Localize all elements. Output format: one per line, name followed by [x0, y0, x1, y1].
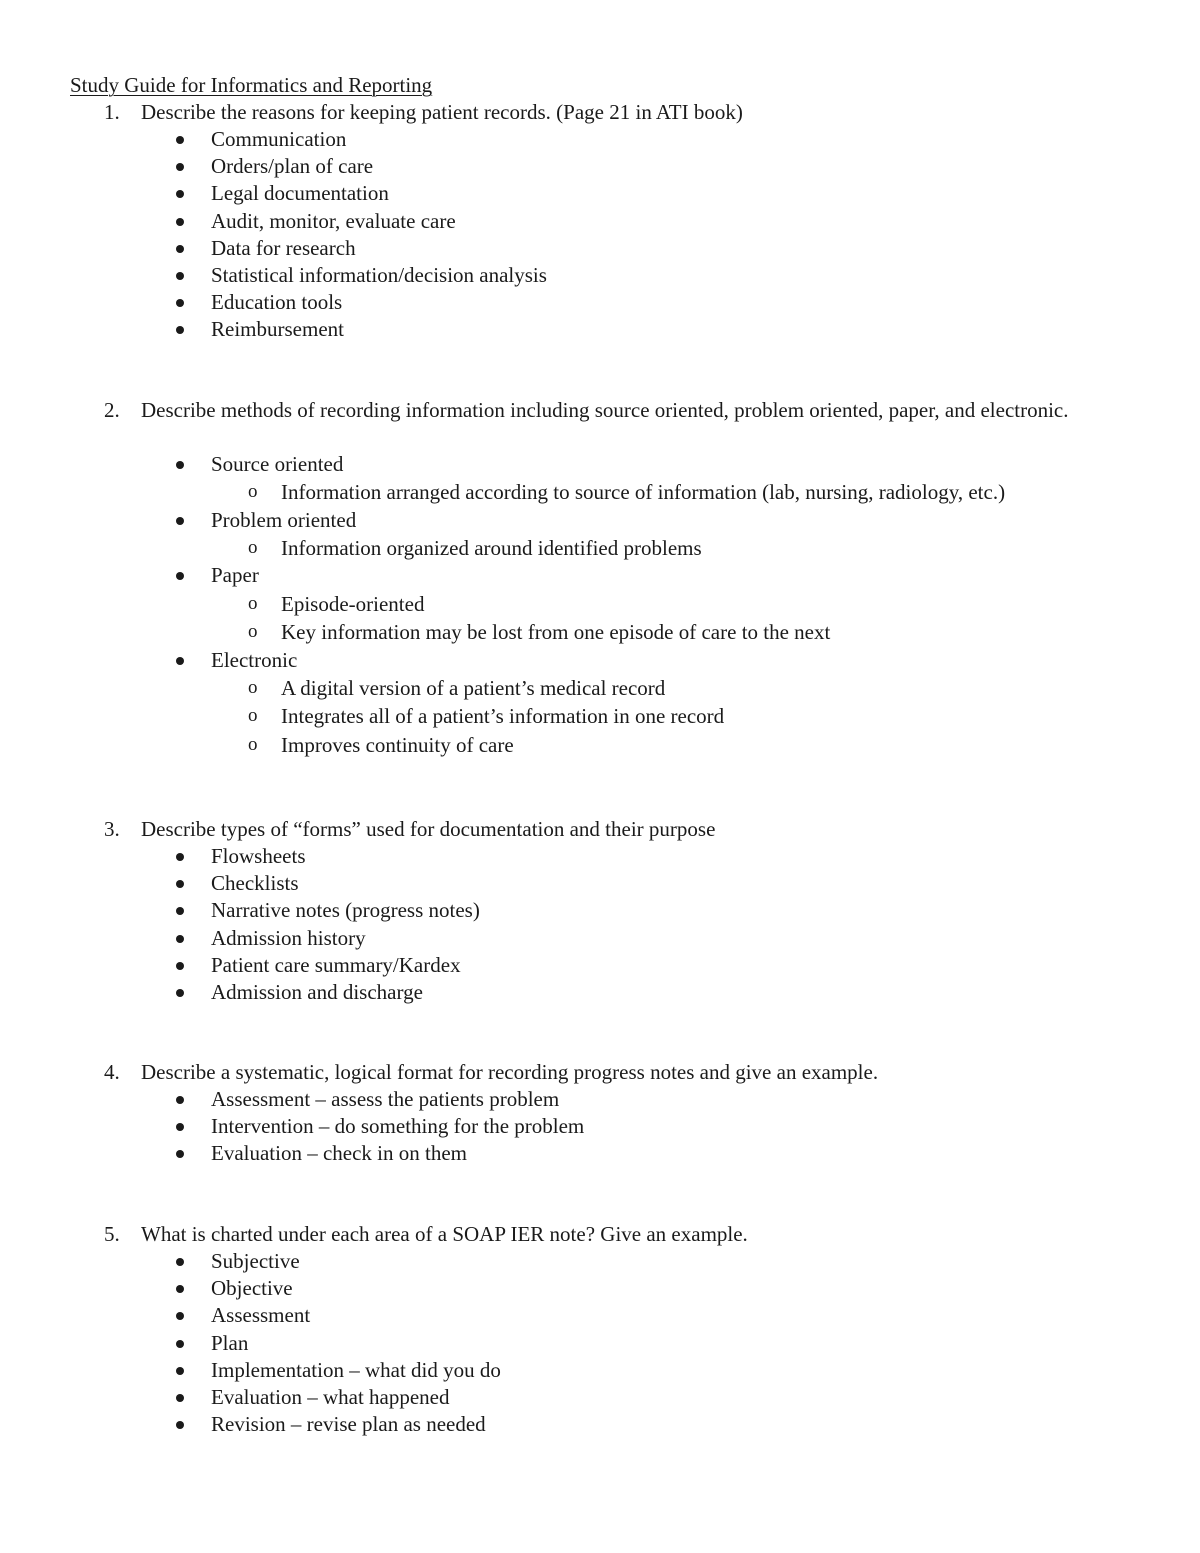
bullet-item [0, 262, 1200, 289]
answer-list [0, 1086, 1200, 1168]
bullet-item [0, 647, 1200, 760]
question-heading [0, 99, 1200, 126]
bullet-item [0, 289, 1200, 316]
sub-item-text: A digital version of a patient’s medical record [281, 675, 666, 700]
bullet-icon [176, 907, 184, 915]
bullet-icon [176, 272, 184, 280]
bullet-item [0, 1248, 1200, 1275]
bullet-item [0, 507, 1200, 563]
bullet-text: Assessment [211, 1303, 311, 1328]
page-title: Study Guide for Informatics and Reporting [70, 73, 433, 97]
question-number: 5. [104, 1222, 120, 1246]
sub-item [0, 478, 1200, 507]
bullet-icon [176, 935, 184, 943]
bullet-text: Patient care summary/Kardex [211, 952, 461, 977]
answer-list [0, 1248, 1200, 1438]
bullet-text: Electronic [211, 647, 298, 672]
bullet-icon [176, 1123, 184, 1131]
bullet-item [0, 562, 1200, 646]
bullet-text: Flowsheets [211, 844, 306, 868]
sub-item-text: Integrates all of a patient’s information in one record [281, 704, 725, 729]
sub-item [0, 702, 1200, 731]
bullet-item [0, 1384, 1200, 1411]
bullet-icon [176, 1150, 184, 1158]
bullet-text: Legal documentation [211, 181, 389, 206]
bullet-icon [176, 853, 184, 861]
bullet-text: Orders/plan of care [211, 154, 374, 179]
bullet-item [0, 925, 1200, 952]
bullet-item [0, 1411, 1200, 1438]
bullet-text: Data for research [211, 235, 356, 260]
question-text: Describe methods of recording information including source oriented, problem oriented, paper, and electronic. [141, 398, 1069, 422]
question-2 [0, 397, 1200, 759]
question-3 [0, 816, 1200, 1006]
sub-item-text: Key information may be lost from one episode of care to the next [281, 620, 831, 645]
sub-item-text: Improves continuity of care [281, 732, 514, 757]
bullet-item [0, 870, 1200, 897]
bullet-text: Checklists [211, 871, 299, 896]
sub-list [0, 674, 1200, 760]
bullet-icon [176, 1258, 184, 1266]
sub-item [0, 618, 1200, 647]
bullet-item [0, 1302, 1200, 1329]
hollow-bullet-icon: o [248, 733, 258, 755]
bullet-item [0, 1086, 1200, 1113]
answer-list [0, 126, 1200, 344]
sub-item-text: Information arranged according to source of information (lab, nursing, radiology, etc.) [281, 480, 1006, 505]
bullet-text: Evaluation – check in on them [211, 1141, 468, 1166]
bullet-icon [176, 461, 184, 469]
question-number: 4. [104, 1060, 120, 1084]
bullet-item [0, 126, 1200, 153]
bullet-icon [176, 880, 184, 888]
sub-item-text: Episode-oriented [281, 591, 425, 616]
sub-item [0, 674, 1200, 703]
bullet-text: Plan [211, 1330, 249, 1355]
answer-list [0, 451, 1200, 759]
bullet-item [0, 843, 1200, 870]
question-text: Describe types of “forms” used for documentation and their purpose [141, 817, 716, 841]
bullet-item [0, 316, 1200, 343]
bullet-icon [176, 245, 184, 253]
bullet-item [0, 180, 1200, 207]
hollow-bullet-icon: o [248, 705, 258, 727]
hollow-bullet-icon: o [248, 621, 258, 643]
question-1 [0, 99, 1200, 344]
bullet-text: Education tools [211, 290, 343, 315]
bullet-item [0, 1113, 1200, 1140]
hollow-bullet-icon: o [248, 676, 258, 698]
sub-item [0, 534, 1200, 563]
bullet-icon [176, 163, 184, 171]
question-text: Describe the reasons for keeping patient records. (Page 21 in ATI book) [141, 100, 743, 124]
bullet-icon [176, 989, 184, 997]
hollow-bullet-icon: o [248, 481, 258, 503]
bullet-icon [176, 1312, 184, 1320]
bullet-text: Statistical information/decision analysis [211, 262, 547, 287]
question-heading [0, 816, 1200, 843]
bullet-text: Audit, monitor, evaluate care [211, 208, 456, 233]
question-number: 3. [104, 817, 120, 841]
bullet-text: Admission and discharge [211, 979, 423, 1004]
bullet-item [0, 979, 1200, 1006]
bullet-icon [176, 1394, 184, 1402]
bullet-text: Paper [211, 563, 259, 588]
question-heading [0, 1221, 1200, 1248]
bullet-text: Evaluation – what happened [211, 1384, 450, 1409]
question-heading [0, 1059, 1200, 1086]
bullet-text: Implementation – what did you do [211, 1357, 501, 1382]
bullet-item [0, 451, 1200, 507]
bullet-item [0, 1330, 1200, 1357]
bullet-item [0, 1357, 1200, 1384]
bullet-icon [176, 572, 184, 580]
bullet-icon [176, 136, 184, 144]
question-heading [0, 397, 1200, 451]
hollow-bullet-icon: o [248, 592, 258, 614]
question-number: 2. [104, 398, 120, 422]
question-5 [0, 1221, 1200, 1438]
sub-item [0, 731, 1200, 760]
question-4 [0, 1059, 1200, 1168]
bullet-item [0, 1275, 1200, 1302]
bullet-icon [176, 1285, 184, 1293]
bullet-item [0, 208, 1200, 235]
bullet-text: Intervention – do something for the problem [211, 1114, 585, 1139]
bullet-icon [176, 1367, 184, 1375]
bullet-icon [176, 326, 184, 334]
bullet-icon [176, 190, 184, 198]
bullet-icon [176, 962, 184, 970]
bullet-item [0, 952, 1200, 979]
answer-list [0, 843, 1200, 1006]
sub-item-text: Information organized around identified problems [281, 535, 702, 560]
bullet-text: Revision – revise plan as needed [211, 1412, 486, 1437]
bullet-text: Objective [211, 1276, 293, 1301]
bullet-text: Source oriented [211, 452, 344, 476]
bullet-icon [176, 218, 184, 226]
bullet-text: Narrative notes (progress notes) [211, 898, 480, 923]
bullet-text: Assessment – assess the patients problem [211, 1087, 560, 1111]
bullet-text: Communication [211, 127, 347, 151]
sub-list [0, 534, 1200, 563]
sub-item [0, 590, 1200, 619]
bullet-item [0, 153, 1200, 180]
hollow-bullet-icon: o [248, 536, 258, 558]
bullet-text: Reimbursement [211, 317, 344, 342]
bullet-text: Admission history [211, 925, 366, 950]
bullet-text: Subjective [211, 1249, 300, 1273]
bullet-icon [176, 657, 184, 665]
question-number: 1. [104, 100, 120, 124]
bullet-text: Problem oriented [211, 507, 357, 532]
bullet-item [0, 235, 1200, 262]
bullet-icon [176, 299, 184, 307]
bullet-item [0, 897, 1200, 924]
question-text: Describe a systematic, logical format for recording progress notes and give an example. [141, 1060, 879, 1084]
sub-list [0, 590, 1200, 647]
bullet-icon [176, 1096, 184, 1104]
question-text: What is charted under each area of a SOAP IER note? Give an example. [141, 1222, 748, 1246]
sub-list [0, 478, 1200, 507]
bullet-icon [176, 517, 184, 525]
bullet-icon [176, 1421, 184, 1429]
bullet-icon [176, 1340, 184, 1348]
bullet-item [0, 1140, 1200, 1167]
